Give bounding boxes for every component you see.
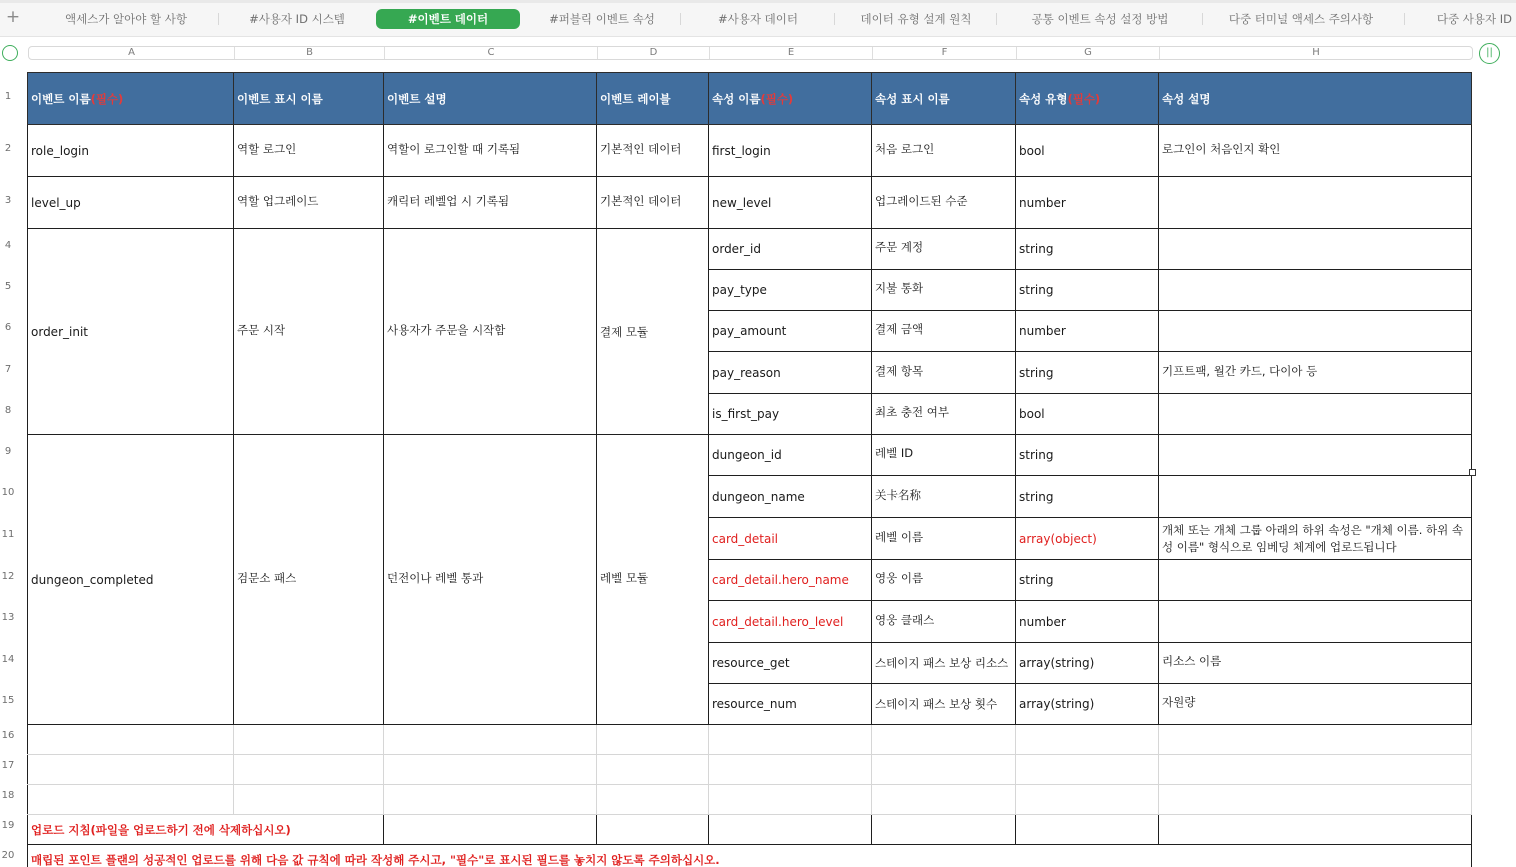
- event-name-cell[interactable]: role_login: [28, 125, 234, 177]
- tab-user-id-system[interactable]: #사용자 ID 시스템: [249, 12, 345, 26]
- prop-name-cell[interactable]: dungeon_id: [709, 435, 872, 476]
- empty-cell[interactable]: [28, 755, 234, 785]
- prop-display-cell[interactable]: 레벨 이름: [872, 518, 1016, 560]
- row-number[interactable]: 10: [1, 487, 15, 498]
- tab-access-notes[interactable]: 액세스가 알아야 할 사항: [64, 12, 188, 26]
- header-event-name[interactable]: [28, 73, 234, 125]
- freeze-panes-icon[interactable]: ||: [1479, 43, 1500, 64]
- empty-cell[interactable]: [709, 755, 872, 785]
- prop-desc-cell[interactable]: 자원량: [1159, 684, 1472, 725]
- header-label: 속성 이름: [712, 91, 761, 106]
- empty-cell[interactable]: [597, 755, 709, 785]
- event-label-cell[interactable]: 레벨 모듈: [597, 435, 709, 725]
- prop-display-cell[interactable]: 关卡名称: [872, 476, 1016, 518]
- row-number[interactable]: 2: [4, 143, 12, 154]
- event-display-cell[interactable]: 주문 시작: [234, 229, 384, 435]
- event-label-cell[interactable]: 결제 모듈: [597, 229, 709, 435]
- prop-desc-cell[interactable]: 기프트팩, 월간 카드, 다이아 등: [1159, 352, 1472, 394]
- prop-desc-cell[interactable]: [1159, 270, 1472, 311]
- prop-name-cell[interactable]: card_detail: [709, 518, 872, 560]
- event-desc-cell[interactable]: 사용자가 주문을 시작함: [384, 229, 597, 435]
- empty-row: [28, 755, 1472, 785]
- select-all-icon[interactable]: [2, 45, 18, 61]
- prop-name-cell[interactable]: pay_type: [709, 270, 872, 311]
- tab-separator: [996, 13, 997, 25]
- event-display-cell[interactable]: 역할 업그레이드: [234, 177, 384, 229]
- empty-cell[interactable]: [1159, 725, 1472, 755]
- row-number[interactable]: 19: [1, 820, 15, 831]
- prop-display-cell[interactable]: 스테이지 패스 보상 횟수: [872, 684, 1016, 725]
- row-number[interactable]: 1: [4, 91, 12, 102]
- empty-cell[interactable]: [28, 725, 234, 755]
- tab-multi-terminal[interactable]: 다중 터미널 액세스 주의사항: [1228, 12, 1374, 26]
- table-row: [28, 229, 1472, 270]
- row-number[interactable]: 17: [1, 760, 15, 771]
- prop-display-cell[interactable]: 지불 통화: [872, 270, 1016, 311]
- header-event-label[interactable]: [597, 73, 709, 125]
- row-number[interactable]: 15: [1, 695, 15, 706]
- tab-multi-user-id[interactable]: 다중 사용자 ID: [1436, 12, 1512, 26]
- prop-desc-cell[interactable]: [1159, 435, 1472, 476]
- event-name-cell[interactable]: level_up: [28, 177, 234, 229]
- upload-guide-cell[interactable]: 업로드 지침(파일을 업로드하기 전에 삭제하십시오): [28, 815, 384, 845]
- prop-name-cell[interactable]: card_detail.hero_name: [709, 560, 872, 601]
- empty-cell[interactable]: [709, 725, 872, 755]
- prop-desc-cell[interactable]: 로그인이 처음인지 확인: [1159, 125, 1472, 177]
- empty-cell[interactable]: [234, 755, 384, 785]
- prop-name-cell[interactable]: is_first_pay: [709, 394, 872, 435]
- prop-name-cell[interactable]: order_id: [709, 229, 872, 270]
- event-name-cell[interactable]: order_init: [28, 229, 234, 435]
- empty-row: [28, 785, 1472, 815]
- prop-type-cell[interactable]: string: [1016, 229, 1159, 270]
- prop-type-cell[interactable]: string: [1016, 560, 1159, 601]
- header-label: 속성 표시 이름: [875, 91, 950, 106]
- prop-display-cell[interactable]: 결제 항목: [872, 352, 1016, 394]
- prop-name-cell[interactable]: resource_num: [709, 684, 872, 725]
- column-header-g[interactable]: G: [1017, 47, 1160, 59]
- tab-common-event-props[interactable]: 공통 이벤트 속성 설정 방법: [1031, 12, 1169, 26]
- prop-display-cell[interactable]: 영웅 이름: [872, 560, 1016, 601]
- empty-cell[interactable]: [1159, 785, 1472, 815]
- tab-event-data[interactable]: #이벤트 데이터: [376, 9, 520, 29]
- row-number[interactable]: 9: [4, 446, 12, 457]
- prop-desc-cell[interactable]: 리소스 이름: [1159, 643, 1472, 684]
- row-number[interactable]: 14: [1, 654, 15, 665]
- prop-desc-cell[interactable]: [1159, 394, 1472, 435]
- prop-type-cell[interactable]: array(string): [1016, 643, 1159, 684]
- prop-desc-cell[interactable]: [1159, 601, 1472, 643]
- prop-display-cell[interactable]: 처음 로그인: [872, 125, 1016, 177]
- tab-public-event-props[interactable]: #퍼블릭 이벤트 속성: [549, 12, 655, 26]
- event-label-cell[interactable]: 기본적인 데이터: [597, 177, 709, 229]
- event-label-cell[interactable]: 기본적인 데이터: [597, 125, 709, 177]
- empty-cell[interactable]: [384, 785, 597, 815]
- empty-cell[interactable]: [597, 815, 709, 845]
- upload-rule-cell[interactable]: 매립된 포인트 플랜의 성공적인 업로드를 위해 다음 값 규칙에 따라 작성해 주시고, "필수"로 표시된 필드를 놓치지 않도록 주의하십시오.: [28, 845, 1472, 867]
- empty-cell[interactable]: [872, 725, 1016, 755]
- tab-separator: [1404, 13, 1405, 25]
- event-desc-cell[interactable]: 캐릭터 레벨업 시 기록됨: [384, 177, 597, 229]
- prop-desc-cell[interactable]: [1159, 560, 1472, 601]
- prop-type-cell[interactable]: array(string): [1016, 684, 1159, 725]
- prop-type-cell[interactable]: string: [1016, 352, 1159, 394]
- column-header-f[interactable]: F: [873, 47, 1017, 59]
- required-marker: (필수): [760, 91, 794, 106]
- prop-display-cell[interactable]: 주문 계정: [872, 229, 1016, 270]
- empty-cell[interactable]: [1016, 725, 1159, 755]
- row-number[interactable]: 13: [1, 612, 15, 623]
- add-sheet-icon[interactable]: +: [5, 7, 21, 27]
- column-header-e[interactable]: E: [710, 47, 873, 59]
- header-event-description[interactable]: [384, 73, 597, 125]
- empty-cell[interactable]: [1016, 755, 1159, 785]
- note-row: [28, 845, 1472, 867]
- event-desc-cell[interactable]: 던전이나 레벨 통과: [384, 435, 597, 725]
- prop-name-cell[interactable]: new_level: [709, 177, 872, 229]
- empty-cell[interactable]: [597, 785, 709, 815]
- row-number[interactable]: 16: [1, 730, 15, 741]
- event-display-cell[interactable]: 검문소 패스: [234, 435, 384, 725]
- prop-desc-cell[interactable]: [1159, 311, 1472, 352]
- table-row: [28, 435, 1472, 476]
- empty-cell[interactable]: [1159, 755, 1472, 785]
- selection-handle[interactable]: [1469, 469, 1476, 476]
- tab-separator: [834, 13, 835, 25]
- empty-cell[interactable]: [872, 815, 1016, 845]
- event-display-cell[interactable]: 역할 로그인: [234, 125, 384, 177]
- prop-type-cell[interactable]: string: [1016, 270, 1159, 311]
- required-marker: (필수): [1067, 91, 1101, 106]
- row-number[interactable]: 18: [1, 790, 15, 801]
- required-marker: (필수): [90, 91, 124, 106]
- header-label: 이벤트 설명: [387, 91, 447, 106]
- prop-display-cell[interactable]: 업그레이드된 수준: [872, 177, 1016, 229]
- prop-name-cell[interactable]: first_login: [709, 125, 872, 177]
- prop-type-cell[interactable]: number: [1016, 177, 1159, 229]
- empty-cell[interactable]: [709, 785, 872, 815]
- spreadsheet-grid: [27, 72, 1472, 867]
- row-number[interactable]: 12: [1, 571, 15, 582]
- prop-desc-cell[interactable]: [1159, 476, 1472, 518]
- row-number[interactable]: 8: [4, 405, 12, 416]
- row-number[interactable]: 4: [4, 240, 12, 251]
- header-label: 이벤트 레이블: [600, 91, 671, 106]
- empty-cell[interactable]: [1016, 815, 1159, 845]
- prop-type-cell[interactable]: string: [1016, 435, 1159, 476]
- table-row: [28, 177, 1472, 229]
- tab-separator: [1202, 13, 1203, 25]
- note-row: [28, 815, 1472, 845]
- row-number[interactable]: 11: [1, 529, 15, 540]
- prop-display-cell[interactable]: 영웅 클래스: [872, 601, 1016, 643]
- prop-name-cell[interactable]: pay_amount: [709, 311, 872, 352]
- prop-name-cell[interactable]: pay_reason: [709, 352, 872, 394]
- prop-type-cell[interactable]: number: [1016, 311, 1159, 352]
- column-header-b[interactable]: B: [235, 47, 385, 59]
- table-row: [28, 125, 1472, 177]
- header-label: 이벤트 표시 이름: [237, 91, 323, 106]
- header-prop-description[interactable]: [1159, 73, 1472, 125]
- empty-cell[interactable]: [384, 725, 597, 755]
- prop-name-cell[interactable]: dungeon_name: [709, 476, 872, 518]
- header-label: 속성 설명: [1162, 91, 1211, 106]
- column-letter-strip: [28, 46, 1473, 60]
- prop-name-cell[interactable]: resource_get: [709, 643, 872, 684]
- prop-type-cell[interactable]: bool: [1016, 125, 1159, 177]
- empty-row: [28, 725, 1472, 755]
- empty-cell[interactable]: [872, 785, 1016, 815]
- empty-cell[interactable]: [1016, 785, 1159, 815]
- window-top-strip: [0, 0, 1516, 3]
- column-header-h[interactable]: H: [1312, 47, 1320, 58]
- empty-cell[interactable]: [384, 755, 597, 785]
- prop-display-cell[interactable]: 최초 충전 여부: [872, 394, 1016, 435]
- column-header-bar: [0, 37, 1516, 71]
- tab-separator: [218, 13, 219, 25]
- header-event-display-name[interactable]: [234, 73, 384, 125]
- empty-cell[interactable]: [597, 725, 709, 755]
- event-desc-cell[interactable]: 역할이 로그인할 때 기록됨: [384, 125, 597, 177]
- prop-desc-cell[interactable]: [1159, 177, 1472, 229]
- empty-cell[interactable]: [28, 785, 234, 815]
- header-prop-type[interactable]: [1016, 73, 1159, 125]
- prop-desc-cell[interactable]: 개체 또는 개체 그룹 아래의 하위 속성은 "개체 이름. 하위 속성 이름" 형식으로 임베딩 체계에 업로드됩니다: [1159, 518, 1472, 560]
- row-number[interactable]: 3: [4, 195, 12, 206]
- prop-display-cell[interactable]: 레벨 ID: [872, 435, 1016, 476]
- prop-type-cell[interactable]: number: [1016, 601, 1159, 643]
- empty-cell[interactable]: [384, 815, 597, 845]
- header-label: 이벤트 이름: [31, 91, 91, 106]
- empty-cell[interactable]: [709, 815, 872, 845]
- prop-desc-cell[interactable]: [1159, 229, 1472, 270]
- column-header-a[interactable]: A: [29, 47, 235, 59]
- empty-cell[interactable]: [234, 725, 384, 755]
- tab-data-type-design[interactable]: 데이터 유형 설계 원칙: [860, 12, 972, 26]
- row-number[interactable]: 6: [4, 322, 12, 333]
- row-number[interactable]: 5: [4, 281, 12, 292]
- empty-cell[interactable]: [234, 785, 384, 815]
- empty-cell[interactable]: [1159, 815, 1472, 845]
- row-number[interactable]: 20: [1, 850, 15, 861]
- row-number[interactable]: 7: [4, 364, 12, 375]
- prop-name-cell[interactable]: card_detail.hero_level: [709, 601, 872, 643]
- sheet-tab-bar: [0, 0, 1516, 37]
- column-header-c[interactable]: C: [385, 47, 598, 59]
- event-name-cell[interactable]: dungeon_completed: [28, 435, 234, 725]
- header-prop-display-name[interactable]: [872, 73, 1016, 125]
- tab-user-data[interactable]: #사용자 데이터: [718, 12, 798, 26]
- prop-type-cell[interactable]: array(object): [1016, 518, 1159, 560]
- column-header-d[interactable]: D: [598, 47, 710, 59]
- empty-cell[interactable]: [872, 755, 1016, 785]
- prop-display-cell[interactable]: 결제 금액: [872, 311, 1016, 352]
- header-label: 속성 유형: [1019, 91, 1068, 106]
- prop-type-cell[interactable]: bool: [1016, 394, 1159, 435]
- prop-type-cell[interactable]: string: [1016, 476, 1159, 518]
- prop-display-cell[interactable]: 스테이지 패스 보상 리소스: [872, 643, 1016, 684]
- header-prop-name[interactable]: [709, 73, 872, 125]
- tab-separator: [680, 13, 681, 25]
- header-row: [28, 73, 1472, 125]
